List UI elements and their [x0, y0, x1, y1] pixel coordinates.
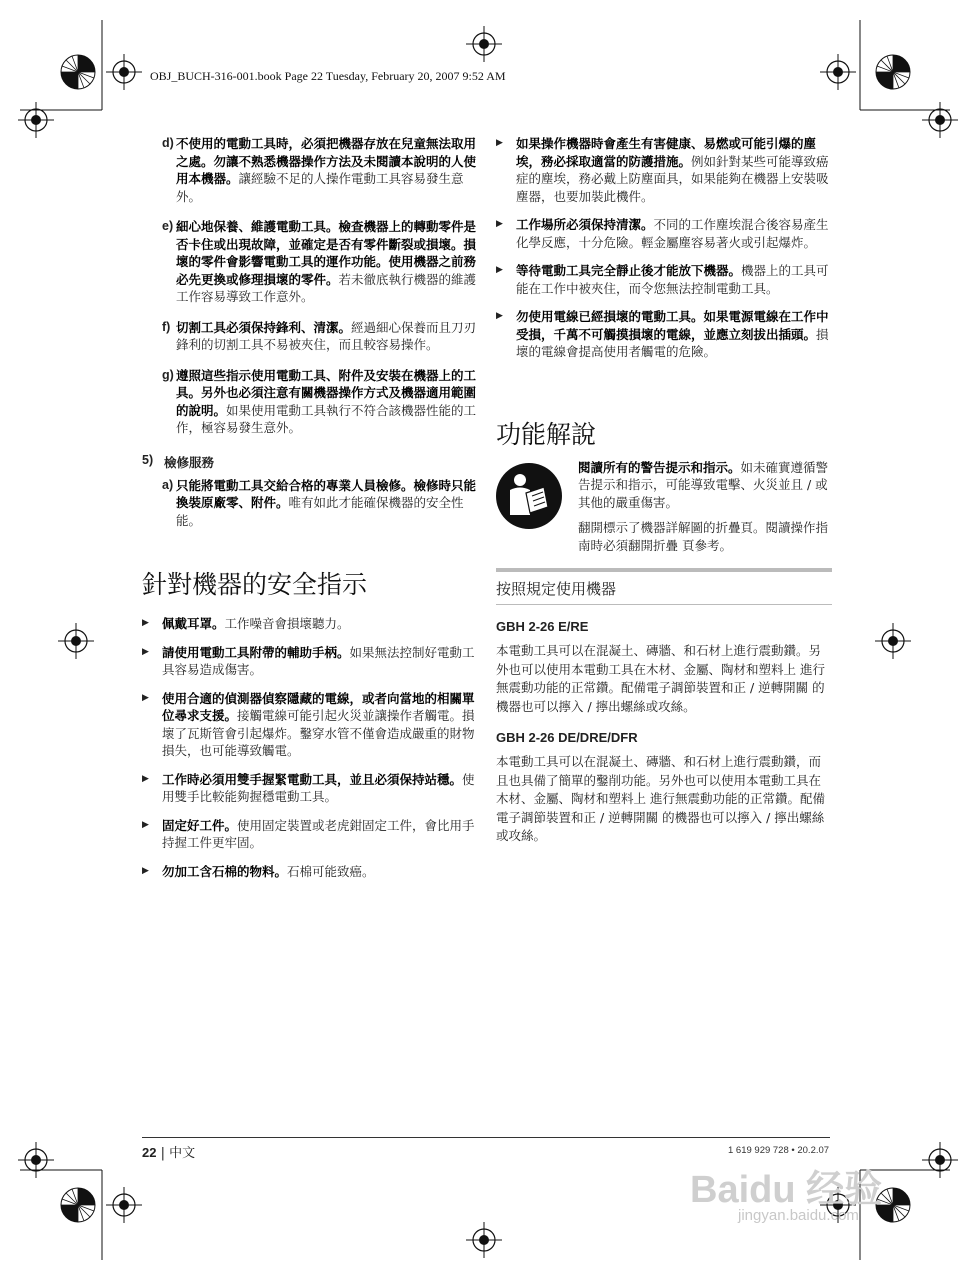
bullet-item: ▶ 佩戴耳罩。工作噪音會損壞聽力。: [142, 616, 350, 631]
bullet-item: ▶ 固定好工件。使用固定裝置或老虎鉗固定工件，會比用手持握工件更牢固。: [142, 817, 475, 850]
bullet-item: ▶ 工作場所必須保持清潔。不同的工作塵埃混合後容易產生化學反應，十分危險。輕金屬塵容易著火或引起爆炸。: [496, 217, 829, 250]
read-manual-icon: [496, 463, 562, 529]
model-name: GBH 2-26 DE/DRE/DFR: [496, 730, 638, 745]
triangle-bullet-icon: ▶: [142, 773, 149, 784]
model-description: 本電動工具可以在混凝土、磚牆、和石材上進行震動鑽，而且也具備了簡單的鑿削功能。另外也可以使用本電動工具在木材、金屬、陶材和塑料上 進行無震動功能的正常鑽。配備電子調節裝置和正 / 逆轉開關 的機器也可以擰入 / 擰出螺絲或攻絲。: [496, 754, 825, 843]
bullet-item: ▶ 等待電動工具完全靜止後才能放下機器。機器上的工具可能在工作中被夾住，而令您無法控制電動工具。: [496, 263, 829, 296]
triangle-bullet-icon: ▶: [496, 311, 503, 321]
footer-page-label: [142, 1142, 195, 1161]
list-item: e) 細心地保養、維護電動工具。檢查機器上的轉動零件是否卡住或出現故障，並確定是否有零件斷裂或損壞。損壞的零件會影響電動工具的運作功能。使用機器之前務必先更換或修理損壞的零件。若未徹底執行機器的維護工作容易導致工作意外。: [162, 219, 477, 304]
bullet-item: ▶ 請使用電動工具附帶的輔助手柄。如果無法控制好電動工具容易造成傷害。: [142, 644, 475, 677]
triangle-bullet-icon: ▶: [142, 692, 149, 703]
bullet-item: ▶ 如果操作機器時會產生有害健康、易燃或可能引爆的塵埃，務必採取適當的防護措施。例如針對某些可能導致癌症的塵埃，務必戴上防塵面具，如果能夠在機器上安裝吸塵器，也要加裝此機件。: [496, 136, 829, 204]
bullet-item: ▶ 工作時必須用雙手握緊電動工具，並且必須保持站穩。使用雙手比較能夠握穩電動工具。: [142, 771, 475, 804]
bullet-item: ▶ 勿加工含石棉的物料。石棉可能致癌。: [142, 863, 375, 879]
document-code: 1 619 929 728 • 20.2.07: [728, 1145, 830, 1156]
bullet-item: ▶ 使用合適的偵測器偵察隱藏的電線，或者向當地的相關單位尋求支援。接觸電線可能引起火災並讓操作者觸電。損壞了瓦斯管會引起爆炸。鑿穿水管不僅會造成嚴重的財物損失，也可能導致觸電。: [142, 690, 475, 758]
triangle-bullet-icon: ▶: [142, 618, 149, 628]
list-item: a) 只能將電動工具交給合格的專業人員檢修。檢修時只能換裝原廠零、附件。唯有如此才能確保機器的安全性能。: [162, 477, 477, 528]
book-header-info: OBJ_BUCH-316-001.book Page 22 Tuesday, February 20, 2007 9:52 AM: [150, 69, 506, 83]
list-item: g) 遵照這些指示使用電動工具、附件及安裝在機器上的工具。另外也必須注意有關機器操作方式及機器適用範圍的說明。如果使用電動工具執行不符合該機器性能的工作，極容易發生意外。: [162, 367, 477, 435]
list-item: f) 切割工具必須保持鋒利、清潔。經過細心保養而且刀刃鋒利的切割工具不易被夾住，而且較容易操作。: [162, 319, 477, 352]
triangle-bullet-icon: ▶: [496, 265, 503, 275]
footer-separator: |: [160, 1146, 165, 1161]
model-description: 本電動工具可以在混凝土、磚牆、和石材上進行震動鑽。另外也可以使用本電動工具在木材、金屬、陶材和塑料上 進行無震動功能的正常鑽。配備電子調節裝置和正 / 逆轉開關 的機器也可以擰入 / 擰出螺絲或攻絲。: [496, 643, 825, 714]
foldout-note: 翻開標示了機器詳解圖的折疊頁。閱讀操作指南時必須翻開折疊 頁參考。: [578, 520, 829, 553]
triangle-bullet-icon: ▶: [142, 646, 149, 657]
triangle-bullet-icon: ▶: [496, 219, 503, 229]
triangle-bullet-icon: ▶: [496, 138, 503, 148]
list-item: d) 不使用的電動工具時，必須把機器存放在兒童無法取用之處。勿讓不熟悉機器操作方法及未閱讀本說明的人使用本機器。讓經驗不足的人操作電動工具容易發生意外。: [162, 136, 477, 204]
read-manual-notice: 閱讀所有的警告提示和指示。如未確實遵循警告提示和指示，可能導致電擊、火災並且 / 或其他的嚴重傷害。 翻開標示了機器詳解圖的折疊頁。閱讀操作指南時必須翻開折疊 頁參考。: [496, 459, 832, 555]
baidu-watermark-logo: Baidu 经验: [690, 1169, 883, 1211]
intended-use-heading: 按照規定使用機器: [496, 568, 832, 605]
page-number: 22: [142, 1145, 157, 1160]
triangle-bullet-icon: ▶: [142, 819, 149, 830]
baidu-watermark-url: jingyan.baidu.com: [738, 1207, 859, 1224]
footer-rule: [142, 1137, 830, 1138]
safety-heading: 針對機器的安全指示: [142, 570, 368, 599]
section-heading-service: 5) 檢修服務: [142, 452, 215, 470]
footer-language: 中文: [169, 1146, 196, 1161]
triangle-bullet-icon: ▶: [142, 865, 149, 876]
bullet-item: ▶ 勿使用電線已經損壞的電動工具。如果電源電線在工作中受損，千萬不可觸摸損壞的電線，並應立刻拔出插頭。損壞的電線會提高使用者觸電的危險。: [496, 309, 829, 359]
left-column: [142, 135, 478, 891]
model-name: GBH 2-26 E/RE: [496, 619, 589, 634]
right-column: [496, 135, 832, 846]
function-heading: 功能解說: [496, 419, 597, 449]
